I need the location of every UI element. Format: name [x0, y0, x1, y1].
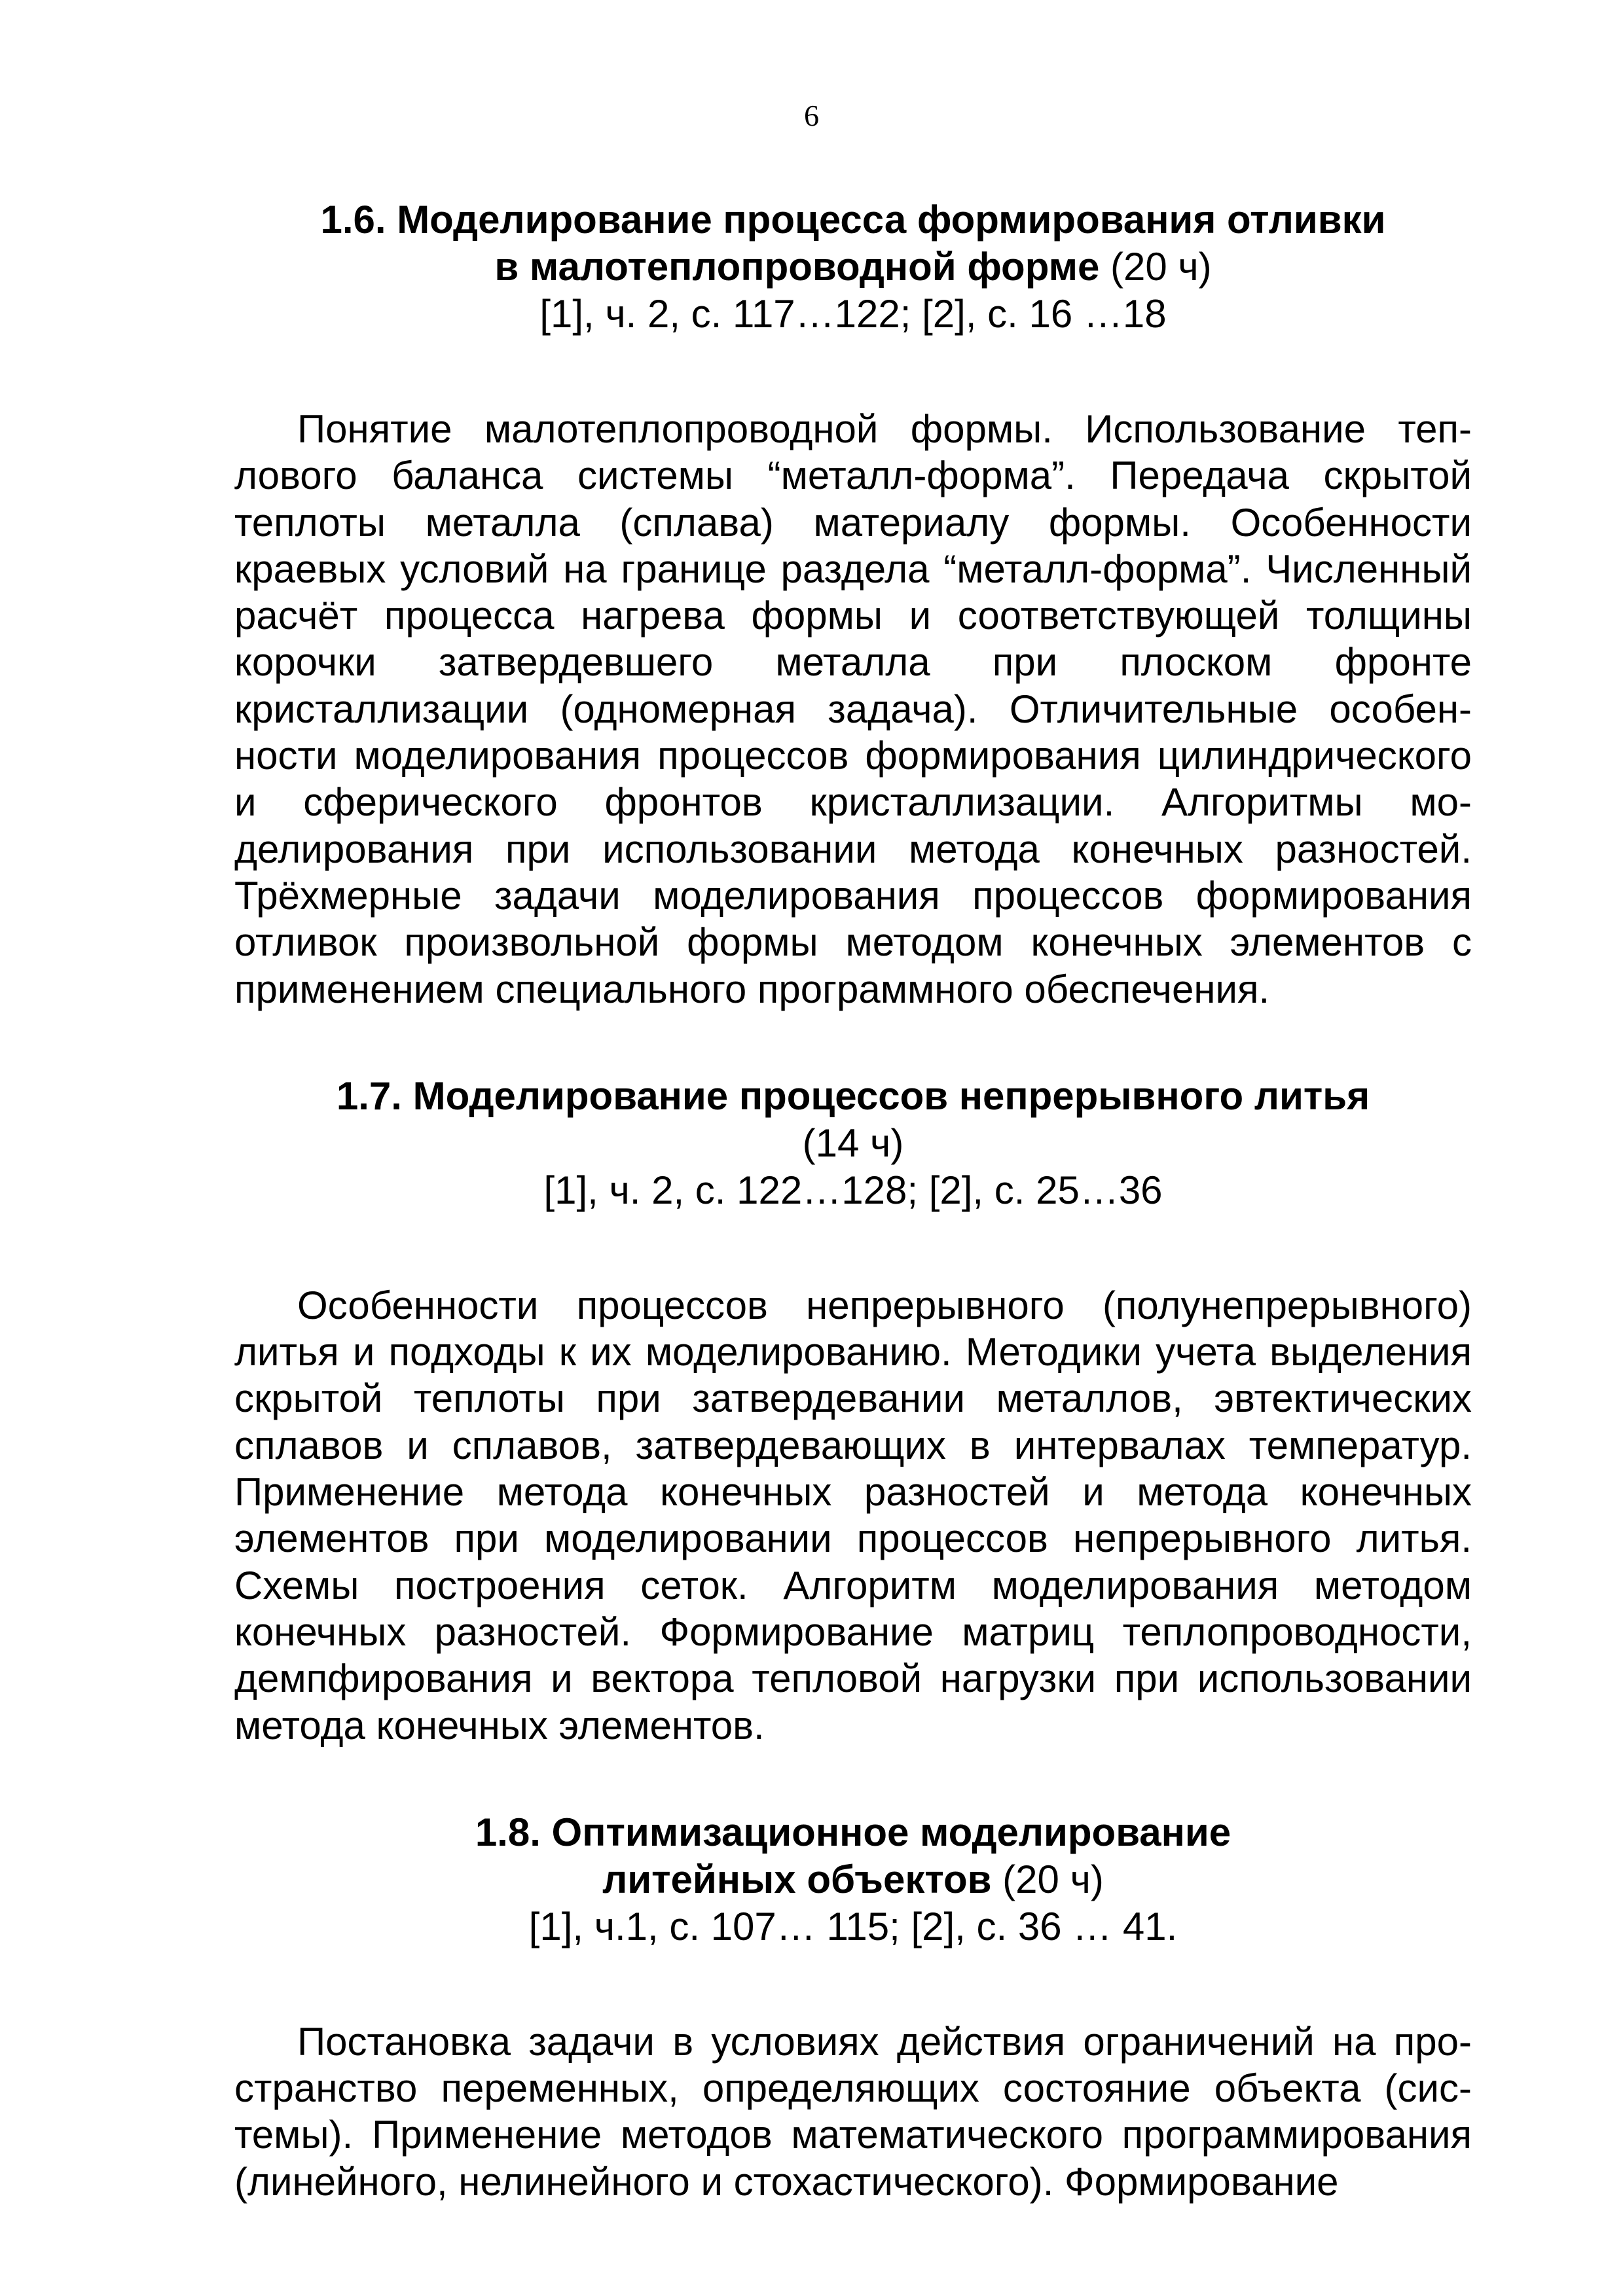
section-1-6 [234, 196, 1472, 1013]
section-title-line1: 1.6. Моделирование процесса формирования отливки [320, 198, 1386, 242]
section-heading [234, 1073, 1472, 1120]
section-heading [234, 1809, 1472, 1856]
section-1-8 [234, 1809, 1472, 2205]
section-title-line1: 1.8. Оптимизационное моделирование [475, 1810, 1231, 1854]
section-title-line2: в малотеплопроводной форме [494, 245, 1100, 289]
page-number: 6 [804, 99, 819, 132]
section-heading [234, 196, 1472, 243]
section-reference: [1], ч. 2, с. 117…122; [2], с. 16 …18 [539, 292, 1167, 336]
section-title-line1: 1.7. Моделирование процессов непрерывного литья [336, 1073, 1370, 1118]
section-1-7 [234, 1073, 1472, 1749]
section-paragraph: Особенности процессов непрерывного (полунепрерывного) литья и подходы к их моделированию. Методики учета выделения скрытой теплоты при затвердевании металлов, эвтектических сплавов и сплавов, затвердевающих в интервалах температур. Применение метода конечных разностей и метода конечных элементов при моделировании процессов непрерывного литья. Схемы построения сеток. Алгоритм моделирования методом конечных разностей. Формирование матриц теплопроводности, демпфирования и вектора тепловой нагрузки при использовании метода конечных элементов. [234, 1283, 1472, 1748]
page-content [234, 196, 1472, 2205]
section-heading-line2 [234, 243, 1472, 291]
section-hours: (20 ч) [991, 1857, 1104, 1901]
section-paragraph: Постановка задачи в условиях действия ограничений на пространство переменных, определяющих состояние объекта (системы). Применение методов математического программирования (линейного, нелинейного и стохастического). Формирование [234, 2019, 1472, 2204]
section-reference: [1], ч. 2, с. 122…128; [2], с. 25…36 [543, 1168, 1163, 1212]
section-hours: (14 ч) [802, 1121, 904, 1165]
section-reference: [1], ч.1, с. 107… 115; [2], с. 36 … 41. [528, 1904, 1178, 1948]
section-title-line2: литейных объектов [602, 1857, 992, 1901]
section-hours: (20 ч) [1099, 245, 1212, 289]
section-paragraph: Понятие малотеплопроводной формы. Использование теплового баланса системы “металл-форма”. Передача скрытой теплоты металла (сплава) материалу формы. Особенности краевых условий на границе раздела “металл-форма”. Численный расчёт процесса нагрева формы и соответствующей толщины корочки затвердевшего металла при плоском фронте кристаллизации (одномерная задача). Отличительные особенности моделирования процессов формирования цилиндрического и сферического фронтов кристаллизации. Алгоритмы моделирования при использовании метода конечных разностей. Трёхмерные задачи моделирования процессов формирования отливок произвольной формы методом конечных элементов с применением специального программного обеспечения. [234, 407, 1472, 1011]
section-heading-line2 [234, 1856, 1472, 1903]
